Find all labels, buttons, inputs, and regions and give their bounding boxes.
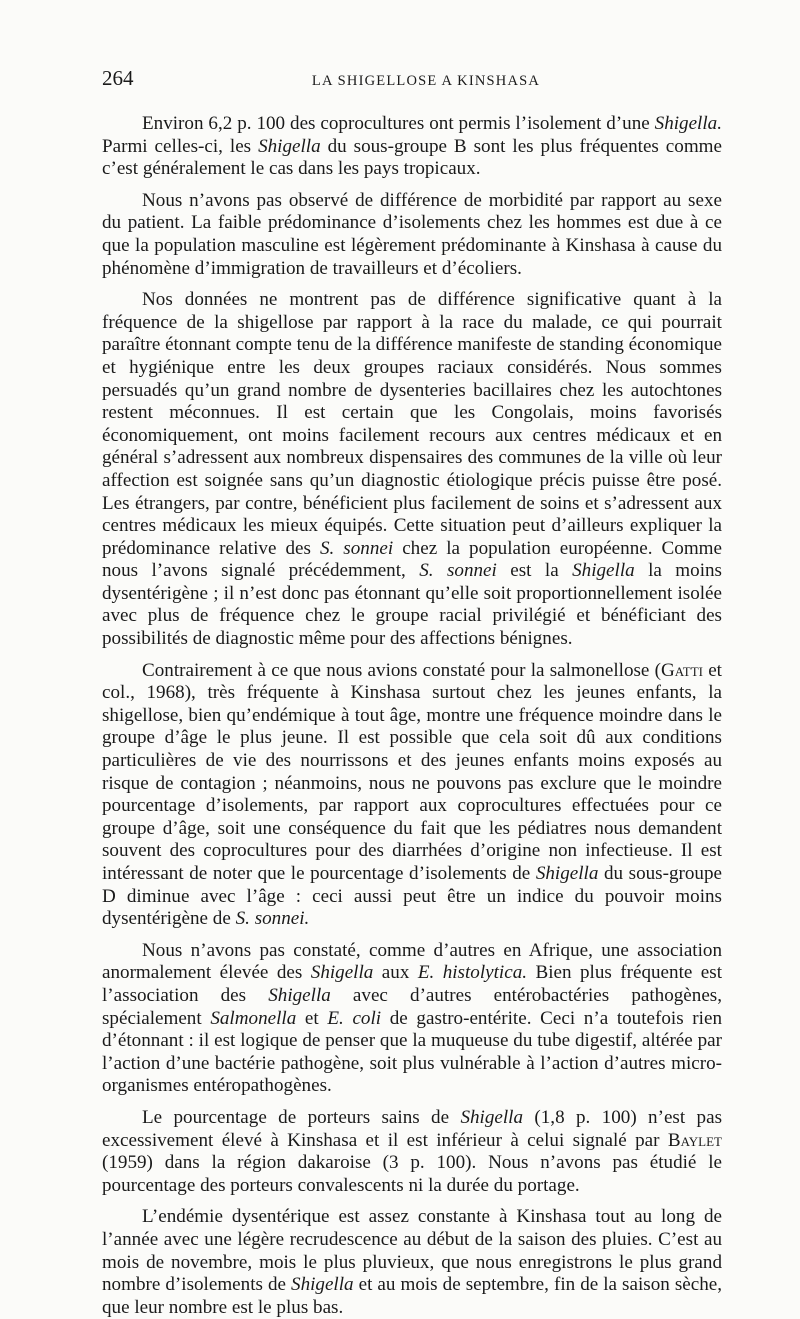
running-title: LA SHIGELLOSE A KINSHASA bbox=[311, 73, 541, 89]
italic-term: Shigella bbox=[572, 560, 635, 582]
author-name: Baylet bbox=[667, 1129, 722, 1151]
italic-term: E. histolytica. bbox=[417, 962, 528, 984]
italic-term: Shigella bbox=[460, 1106, 524, 1128]
article-body bbox=[102, 113, 722, 1319]
italic-term: S. sonnei bbox=[319, 537, 394, 559]
italic-term: S. sonnei. bbox=[235, 908, 310, 930]
text-run: Nos données ne montrent pas de différence significative quant à la fréquence de la shigellose par rapport à la race du malade, ce qui pourrait paraître étonnant compte tenu de la différence manifeste de standing économique et hygiénique entre les deux groupes raciaux considérés. Nous sommes persuadés qu’un grand nombre de dysenteries bacillaires chez les autochtones restent méconnues. Il est certain que les Congolais, moins favorisés économiquement, ont moins facilement recours aux centres médicaux et en général s’adressent aux nombreux dispensaires des communes de la ville où leur affection est soignée sans qu’un diagnostic étiologique précis puisse être posé. Les étrangers, par contre, bénéficient plus facilement de soins et s’adressent aux centres médicaux les mieux équipés. Cette situation peut d’ailleurs expliquer la prédominance relative des bbox=[102, 289, 722, 559]
text-run: aux bbox=[373, 962, 418, 984]
paragraph bbox=[102, 1107, 722, 1197]
text-run: et au mois de septembre, fin de la saison sèche, que leur nombre est le plus bas. bbox=[102, 1274, 722, 1318]
text-run: Le pourcentage de porteurs sains de bbox=[142, 1106, 461, 1128]
text-run: Environ 6,2 p. 100 des coprocultures ont permis l’isolement d’une bbox=[142, 113, 655, 134]
text-run: et col., 1968), très fréquente à Kinshasa surtout chez les jeunes enfants, la shigellose, bien qu’endémique à tout âge, montre une fréquence moindre dans le groupe d’âge le plus jeune. Il est possible que cela soit dû aux conditions particulières de vie des nourrissons et des jeunes enfants moins exposés au risque de contagion ; néanmoins, nous ne pouvons pas exclure que le moindre pourcentage d’isolements, par rapport aux coprocultures effectuées pour ce groupe d’âge, soit une conséquence du fait que les pédiatres nous demandent souvent des coprocultures pour des diarrhées d’origine non infectieuse. Il est intéressant de noter que le pourcentage d’isolements de bbox=[102, 659, 722, 884]
text-run: Contrairement à ce que nous avions constaté pour la salmonellose ( bbox=[142, 659, 662, 681]
paragraph bbox=[102, 660, 722, 931]
text-run: de gastro-entérite. Ceci n’a toutefois rien d’étonnant : il est logique de penser que la muqueuse du tube digestif, altérée par l’action d’une bactérie pathogène, soit plus vulnérable à l’action d’autres micro-organismes entéropathogènes. bbox=[102, 1007, 722, 1097]
page-number: 264 bbox=[102, 66, 134, 90]
text-run: Nous n’avons pas observé de différence de morbidité par rapport au sexe du patient. La faible prédominance d’isolements chez les hommes est due à ce que la population masculine est légèrement prédominante à Kinshasa à cause du phénomène d’immigration de travailleurs et d’écoliers. bbox=[102, 189, 722, 279]
author-name: Gatti bbox=[661, 659, 703, 681]
italic-term: Shigella bbox=[291, 1274, 354, 1296]
text-run: Parmi celles-ci, les bbox=[102, 135, 259, 157]
text-run: (1959) dans la région dakaroise (3 p. 100). Nous n’avons pas étudié le pourcentage des porteurs convalescents ni la durée du portage. bbox=[102, 1152, 722, 1196]
text-run: du sous-groupe B sont les plus fréquentes comme c’est généralement le cas dans les pays tropicaux. bbox=[102, 135, 723, 180]
text-run: L’endémie dysentérique est assez constante à Kinshasa tout au long de l’année avec une légère recrudescence au début de la saison des pluies. C’est au mois de novembre, mois le plus pluvieux, que nous enregistrons le plus grand nombre d’isolements de bbox=[102, 1206, 722, 1296]
paragraph bbox=[102, 190, 722, 280]
italic-term: Shigella bbox=[258, 135, 321, 157]
text-run: avec d’autres entérobactéries pathogènes, spécialement bbox=[102, 984, 722, 1029]
text-run: la moins dysentérigène ; il n’est donc pas étonnant qu’elle soit proportionnellement isolée avec plus de fréquence chez le groupe racial privilégié et bénéficiant des possibilités de diagnostic même pour des affections bénignes. bbox=[102, 560, 722, 650]
paragraph bbox=[102, 940, 722, 1098]
text-run: Nous n’avons pas constaté, comme d’autres en Afrique, une association anormalement élevée des bbox=[102, 939, 722, 984]
paragraph bbox=[102, 113, 722, 181]
paragraph bbox=[102, 1206, 722, 1319]
text-run: et bbox=[296, 1007, 328, 1029]
italic-term: Shigella. bbox=[654, 113, 722, 134]
page-header bbox=[102, 66, 712, 96]
italic-term: Shigella bbox=[535, 863, 599, 884]
text-run: Bien plus fréquente est l’association des bbox=[102, 962, 723, 1006]
italic-term: Shigella bbox=[310, 962, 374, 984]
paragraph bbox=[102, 289, 722, 651]
italic-term: Shigella bbox=[268, 984, 331, 1006]
text-run: (1,8 p. 100) n’est pas excessivement élevé à Kinshasa et il est inférieur à celui signalé par bbox=[102, 1106, 722, 1151]
text-run: est la bbox=[496, 560, 573, 582]
italic-term: Salmonella bbox=[210, 1007, 297, 1029]
italic-term: S. sonnei bbox=[419, 560, 497, 582]
italic-term: E. coli bbox=[327, 1007, 382, 1029]
text-run: chez la population européenne. Comme nous l’avons signalé précédemment, bbox=[102, 537, 722, 582]
text-run: du sous-groupe D diminue avec l’âge : ceci aussi peut être un indice du pouvoir moins dysentérigène de bbox=[102, 863, 722, 930]
